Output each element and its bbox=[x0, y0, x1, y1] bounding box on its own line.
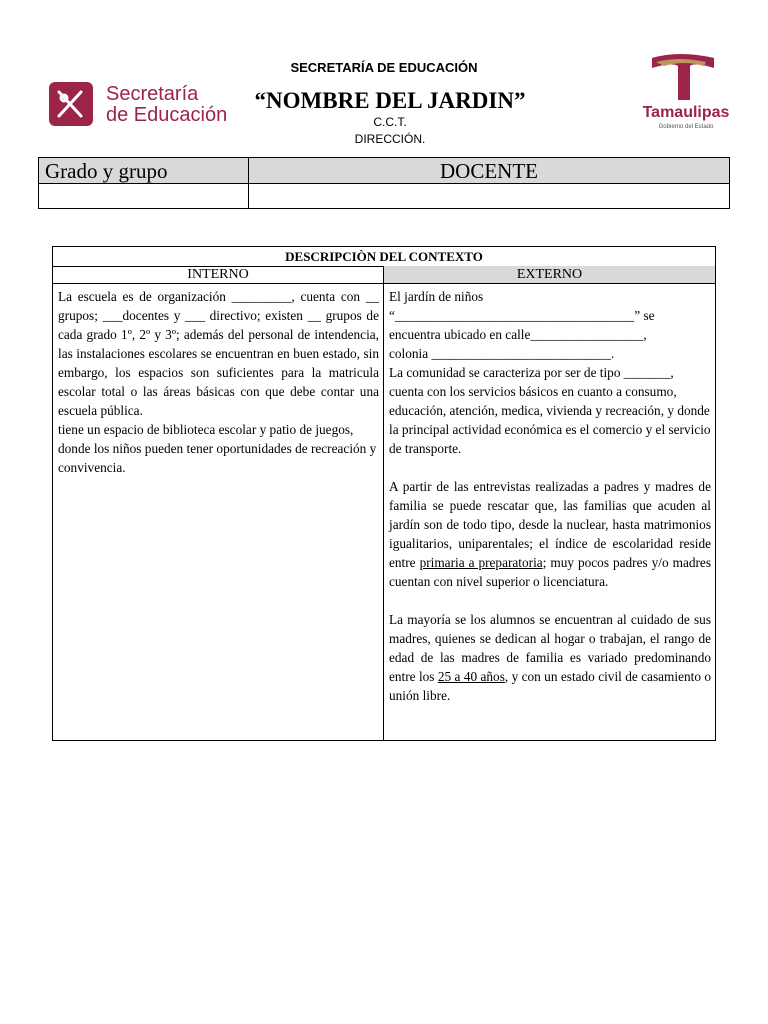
externo-p6-text-a: A partir de las entrevistas realizadas a padres y madres de familia se puede rescatar que, las familias que acuden al jardín son de todo tipo, desde la nuclear, hasta matrimonios igualitarios, uniparentales; el índice de escolaridad reside entre bbox=[389, 479, 711, 570]
sep-logo-line1: Secretaría bbox=[106, 83, 199, 105]
grado-grupo-cell[interactable] bbox=[39, 184, 249, 208]
sep-logo-line2: de Educación bbox=[106, 104, 228, 126]
externo-paragraph-7 bbox=[389, 610, 711, 705]
externo-paragraph-1: El jardín de niños bbox=[389, 289, 484, 304]
interno-header: INTERNO bbox=[53, 266, 384, 284]
direccion-label: DIRECCIÓN. bbox=[354, 132, 426, 146]
grado-docente-table bbox=[38, 157, 730, 209]
externo-paragraph-5: La comunidad se caracteriza por ser de tipo _______, cuenta con los servicios básicos en cuanto a consumo, educación, atención, medica, vivienda y recreación, y donde la principal actividad económica es el comercio y el servicio de transporte. bbox=[389, 365, 711, 456]
tamaulipas-t-icon bbox=[634, 52, 734, 104]
grado-grupo-header: Grado y grupo bbox=[39, 158, 249, 184]
externo-p6-text-b: ; muy pocos padres y/o madres cuentan con nivel superior o licenciatura. bbox=[389, 555, 711, 589]
secretaria-educacion-logo bbox=[40, 78, 240, 134]
interno-paragraph-1: La escuela es de organización _________, cuenta con __ grupos; ___docentes y ___ directivo; existen __ grupos de cada grado 1º, 2º y 3º; además del personal de intendencia, las instalaciones escolares se encuentran en buen estado, sin embargo, los espacios son suficientes para la matricula escolar total o las áreas básicas con que debe contar una escuela pública. bbox=[58, 289, 379, 418]
cct-label: C.C.T. bbox=[373, 115, 407, 129]
column-divider bbox=[383, 284, 384, 740]
externo-paragraph-4: colonia ___________________________. bbox=[389, 346, 615, 361]
contexto-title: DESCRIPCIÒN DEL CONTEXTO bbox=[53, 247, 715, 267]
externo-p7-text-a: La mayoría se los alumnos se encuentran al cuidado de sus madres, quienes se dedican al hogar o trabajan, el rango de edad de las madres de familia es variado predominando entre los bbox=[389, 612, 711, 684]
docente-header: DOCENTE bbox=[249, 158, 729, 184]
tamaulipas-logo bbox=[634, 52, 734, 136]
externo-p7-text-b: , y con un estado civil de casamiento o unión libre. bbox=[389, 669, 711, 703]
externo-header: EXTERNO bbox=[384, 266, 715, 284]
tamaulipas-sub: Gobierno del Estado bbox=[658, 124, 714, 130]
externo-text bbox=[389, 287, 711, 705]
header-secretaria: SECRETARÍA DE EDUCACIÓN bbox=[290, 60, 478, 75]
page-title: “NOMBRE DEL JARDIN” bbox=[254, 88, 526, 113]
externo-paragraph-6 bbox=[389, 477, 711, 591]
escolaridad-underlined: primaria a preparatoria bbox=[419, 555, 543, 570]
externo-paragraph-3: encuentra ubicado en calle_________________, bbox=[389, 327, 647, 342]
interno-paragraph-2: tiene un espacio de biblioteca escolar y patio de juegos, donde los niños pueden tener oportunidades de recreación y convivencia. bbox=[58, 422, 377, 475]
tamaulipas-name: Tamaulipas bbox=[642, 104, 730, 121]
edad-underlined: 25 a 40 años bbox=[437, 669, 505, 684]
externo-paragraph-2: “____________________________________” se bbox=[389, 308, 655, 323]
contexto-table bbox=[52, 246, 716, 741]
interno-text bbox=[58, 287, 379, 477]
